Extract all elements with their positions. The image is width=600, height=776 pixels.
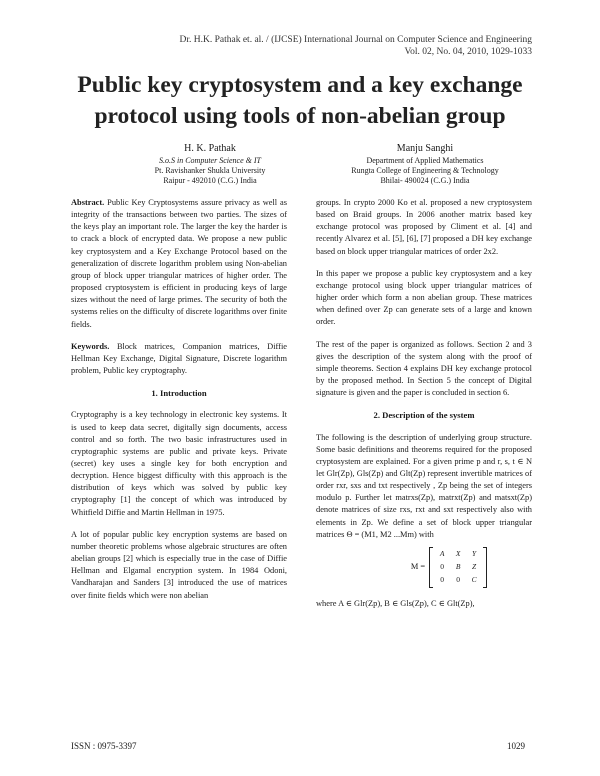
journal-citation: Dr. H.K. Pathak et. al. / (IJCSE) International Journal on Computer Science and Engineering: [179, 35, 532, 45]
matrix-cell: B: [455, 562, 461, 572]
matrix-cell: A: [439, 549, 445, 559]
author-name: H. K. Pathak: [184, 143, 236, 154]
body-paragraph-4: The following is the description of underlying group structure. Some basic definitions and theorems required for the proposed cryptosystem are explained. For a given prime p and r, s, t ∈ N let Glr(Zp), Gls(Zp) and Glt(Zp) represent invertible matrices of order rxr, sxs and txt respectively , Zp being the set of integers modulo p. Further let matrxs(Zp), matrxt(Zp) and matsxt(Zp) denote matrices of size rxs, rxt and sxt respectively also with elements in Zp. We define a set of block upper triangular matrices Θ = (M1, M2 ...Mm) with: [316, 432, 532, 539]
abstract-text: Public Key Cryptosystems assure privacy as well as integrity of the transactions between two parties. The sizes of the keys play an important role. The larger the key the harder is to crack a block of encrypted data. We propose a new public key cryptosystem and a Key Exchange Protocol based on the generalization of discrete logarithm problem using Non-abelian group of block upper triangular matrices of higher order. The proposed cryptosystem is efficient in producing keys of large sizes without the need of large primes. The security of both the systems relies on the difficulty of discrete logarithms over finite fields.: [71, 198, 287, 329]
abstract-label: Abstract.: [71, 198, 105, 207]
body-paragraph-3: The rest of the paper is organized as follows. Section 2 and 3 gives the description of the system along with the proof of simple theorems. Section 4 explains DH key exchange protocol by the proposed method. In Section 5 the concept of Digital signature is given and the paper is concluded in section 6.: [316, 339, 532, 398]
author-affiliation-2: Pt. Ravishanker Shukla University: [154, 166, 266, 175]
author-block-2: [325, 143, 525, 186]
author-affiliation-3: Bhilai- 490024 (C.G.) India: [380, 176, 470, 185]
matrix-cell: Y: [472, 549, 477, 559]
body-paragraph-2: In this paper we propose a public key cryptosystem and a key exchange protocol using block upper triangular matrices of higher order which form a non abelian group. These matrices when defined over Zp can generate sets of a large and known order.: [316, 268, 532, 327]
matrix-cell: 0: [440, 562, 444, 572]
matrix-label: M =: [410, 562, 426, 572]
author-name: Manju Sanghi: [396, 143, 454, 154]
matrix-cell: 0: [440, 575, 444, 585]
running-header: [72, 34, 532, 58]
section-heading-introduction: 1. Introduction: [151, 388, 207, 399]
matrix-equation: [366, 547, 532, 588]
volume-info: Vol. 02, No. 04, 2010, 1029-1033: [404, 47, 532, 57]
paper-title: [50, 70, 550, 132]
intro-paragraph-1: Cryptography is a key technology in electronic key systems. It is used to keep data secret, digitally sign documents, access control and so forth. The two basic infrastructures used in cryptographic systems are public and private keys. Private (secret) key uses a single key for both encryption and decryption. Hence biggest difficulty with this approach is the distribution of keys which was solved by public key cryptography [1] the concept of which was introduced by Whitfield Diffie and Martin Hellman in 1975.: [71, 410, 287, 517]
author-affiliation-2: Rungta College of Engineering & Technology: [351, 166, 499, 175]
abstract: [71, 197, 287, 331]
matrix-cell: X: [455, 549, 461, 559]
keywords-label: Keywords.: [71, 341, 110, 351]
author-affiliation-1: S.o.S in Computer Science & IT: [159, 156, 261, 165]
matrix-cell: C: [471, 575, 477, 585]
page-number: 1029: [507, 741, 525, 751]
section-heading-description: 2. Description of the system: [373, 410, 475, 421]
author-affiliation-1: Department of Applied Mathematics: [366, 156, 484, 165]
keywords: [71, 341, 287, 377]
author-affiliation-3: Raipur - 492010 (C.G.) India: [163, 176, 257, 185]
issn: ISSN : 0975-3397: [71, 741, 137, 751]
body-paragraph-1: groups. In crypto 2000 Ko et al. proposed a new cryptosystem based on Braid groups. In 2006 another matrix based key exchange protocol was proposed by Climent et al. [4] and recently Alvarez et al. [5], [6], [7] proposed a DH key exchange based on block upper triangular matrices of order 2x2.: [316, 198, 532, 256]
body-paragraph-5: where A ∈ Glr(Zp), B ∈ Gls(Zp), C ∈ Glt(Zp),: [316, 598, 475, 608]
matrix-cell: 0: [456, 575, 460, 585]
intro-paragraph-2: A lot of popular public key encryption systems are based on number theoretic problems whose algebraic structures are often abelian groups [2] which is especially true in the case of Diffie Hellman and Elgamal encryption system. In 1984 Odoni, Vandharajan and Sanders [3] introduced the use of matrices over finite fields which were non abelian: [71, 529, 287, 600]
block-matrix: [429, 547, 487, 588]
author-block-1: [110, 143, 310, 186]
title-line-2: protocol using tools of non-abelian group: [94, 103, 506, 129]
right-column: [316, 197, 532, 620]
keywords-text: Block matrices, Companion matrices, Diffie Hellman Key Exchange, Digital Signature, Discrete logarithm problem, Public key cryptography.: [71, 341, 287, 376]
title-line-1: Public key cryptosystem and a key exchange: [77, 72, 523, 98]
left-column: [71, 197, 287, 612]
matrix-cell: Z: [472, 562, 477, 572]
